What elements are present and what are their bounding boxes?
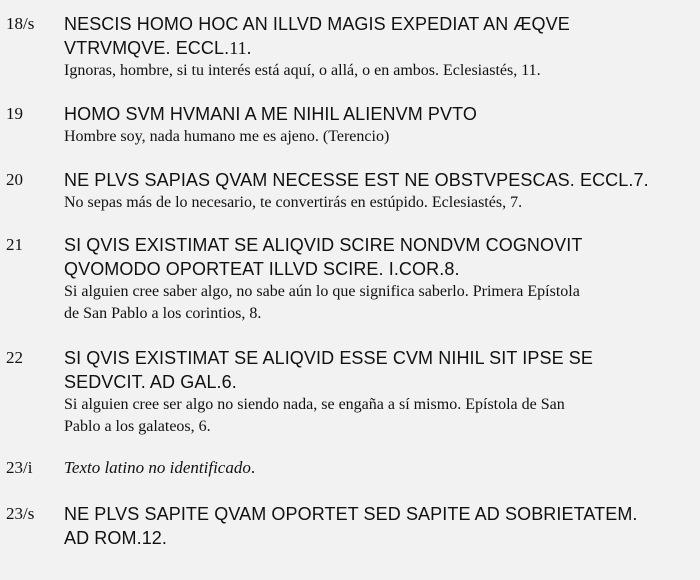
latin-line: AD ROM.12. [64, 528, 168, 548]
spanish-translation: Pablo a los galateos, 6. [64, 418, 211, 435]
spanish-translation: No sepas más de lo necesario, te convertirás en estúpido. Eclesiastés, 7. [64, 194, 523, 211]
spanish-translation: Si alguien cree saber algo, no sabe aún lo que significa saberlo. Primera Epístola [64, 283, 580, 300]
entry-body [64, 456, 694, 480]
spanish-translation: Ignoras, hombre, si tu interés está aquí, o allá, o en ambos. Eclesiastés, 11. [64, 62, 541, 79]
latin-line: HOMO SVM HVMANI A ME NIHIL ALIENVM PVTO [64, 104, 477, 124]
spanish-translation: de San Pablo a los corintios, 8. [64, 305, 262, 322]
italic-note: Texto latino no identificado [64, 458, 251, 477]
entry-body [64, 102, 694, 148]
entry-body [64, 502, 694, 550]
entry-body [64, 233, 694, 325]
entry-number: 23/s [6, 504, 35, 523]
note-period: . [250, 458, 256, 477]
entry-body [64, 168, 694, 214]
entry-number: 21 [6, 235, 23, 254]
note-line [64, 456, 694, 480]
latin-line: NE PLVS SAPITE QVAM OPORTET SED SAPITE AD SOBRIETATEM. [64, 504, 638, 524]
spanish-translation: Si alguien cree ser algo no siendo nada, se engaña a sí mismo. Epístola de San [64, 396, 565, 413]
entry-number: 18/s [6, 14, 35, 33]
latin-line: SI QVIS EXISTIMAT SE ALIQVID SCIRE NONDVM COGNOVIT [64, 235, 583, 255]
entry-body [64, 12, 694, 82]
spanish-translation: Hombre soy, nada humano me es ajeno. (Terencio) [64, 128, 390, 145]
entry-body [64, 346, 694, 438]
latin-line: QVOMODO OPORTEAT ILLVD SCIRE. I.COR.8. [64, 259, 460, 279]
latin-text: VTRVMQVE. ECCL. [64, 38, 230, 58]
latin-line: SEDVCIT. AD GAL.6. [64, 372, 237, 392]
entry-number: 22 [6, 348, 23, 367]
latin-line: NESCIS HOMO HOC AN ILLVD MAGIS EXPEDIAT AN ÆQVE [64, 14, 570, 34]
latin-line: NE PLVS SAPIAS QVAM NECESSE EST NE OBSTVPESCAS. ECCL.7. [64, 170, 649, 190]
entry-number: 20 [6, 170, 23, 189]
latin-line: SI QVIS EXISTIMAT SE ALIQVID ESSE CVM NIHIL SIT IPSE SE [64, 348, 593, 368]
latin-reference: 11. [229, 38, 252, 58]
latin-line [64, 36, 694, 60]
entry-number: 23/i [6, 458, 33, 477]
entry-number: 19 [6, 104, 23, 123]
